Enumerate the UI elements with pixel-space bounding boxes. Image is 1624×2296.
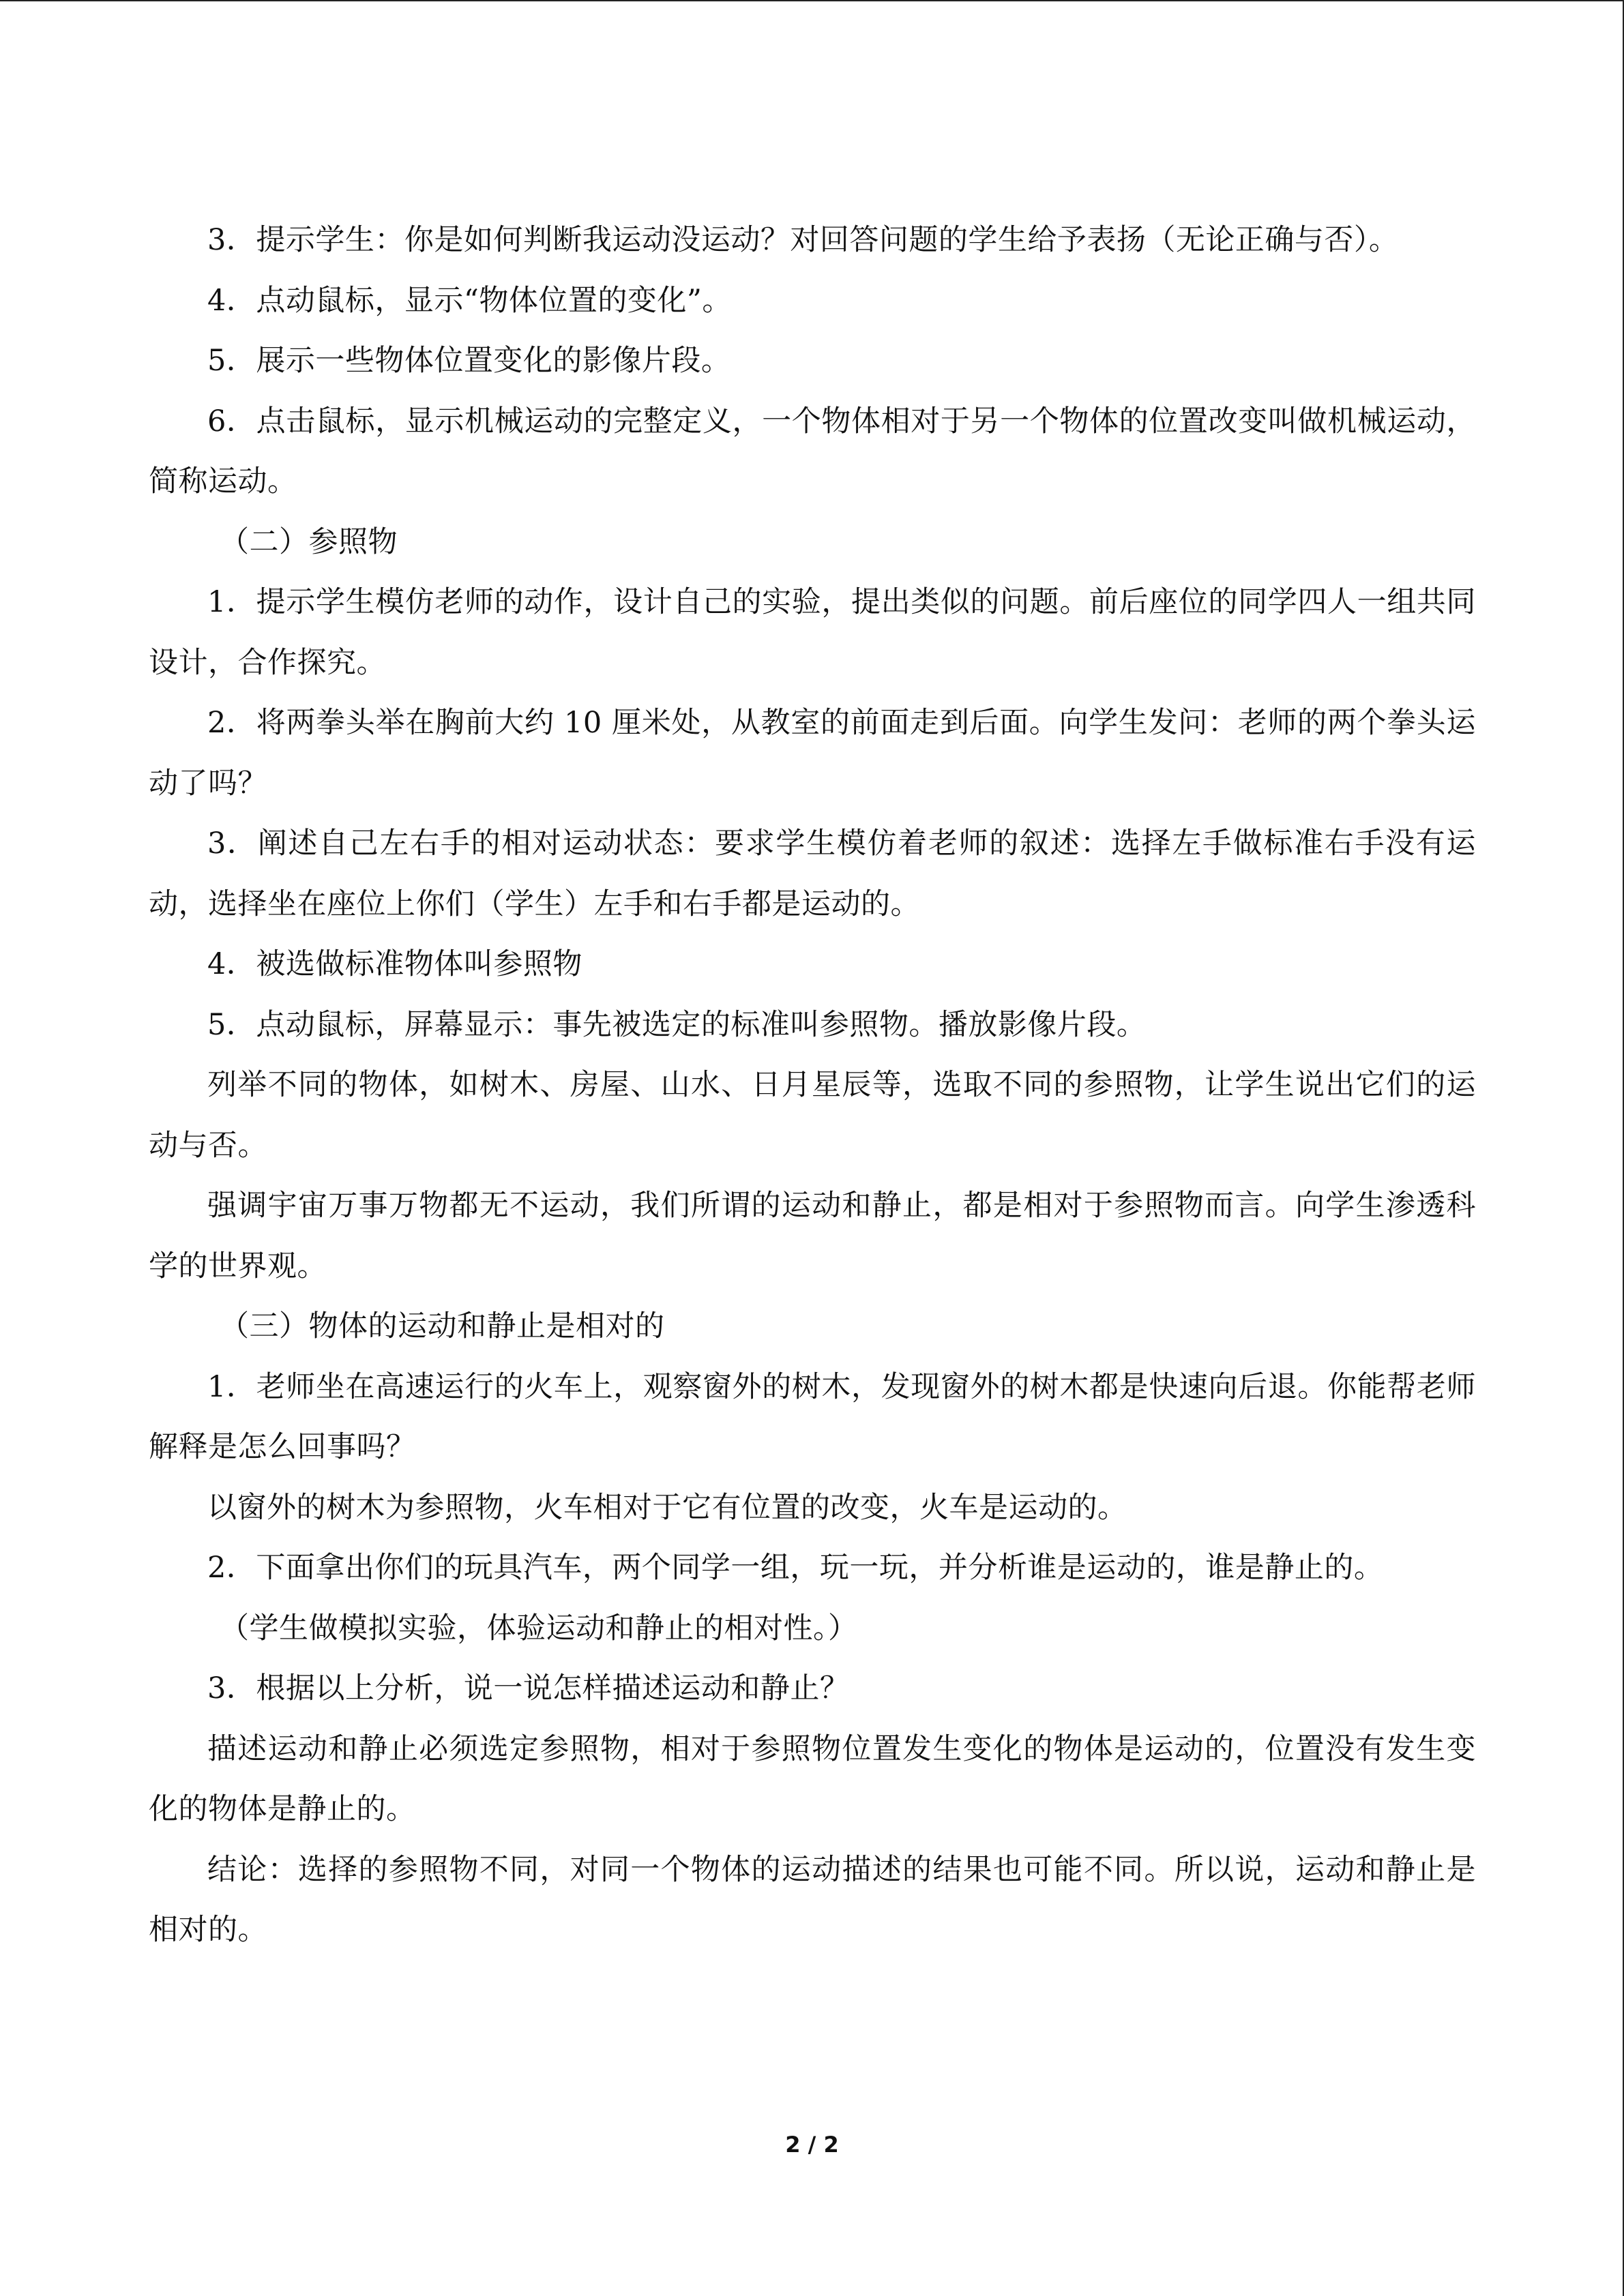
paragraph: 强调宇宙万事万物都无不运动，我们所谓的运动和静止，都是相对于参照物而言。向学生渗透科学的世界观。 xyxy=(149,1189,1476,1283)
paragraph: 1．提示学生模仿老师的动作，设计自己的实验，提出类似的问题。前后座位的同学四人一组共同设计，合作探究。 xyxy=(149,585,1476,680)
paragraph: 4．被选做标准物体叫参照物 xyxy=(207,947,582,981)
section-heading: （三）物体的运动和静止是相对的 xyxy=(220,1309,665,1343)
paragraph: 1．老师坐在高速运行的火车上，观察窗外的树木，发现窗外的树木都是快速向后退。你能帮老师解释是怎么回事吗？ xyxy=(149,1369,1476,1464)
paragraph: 5．点动鼠标，屏幕显示：事先被选定的标准叫参照物。播放影像片段。 xyxy=(207,1007,1147,1042)
paragraph: 4．点动鼠标，显示“物体位置的变化”。 xyxy=(207,283,732,318)
paragraph: 3．提示学生：你是如何判断我运动没运动？对回答问题的学生给予表扬（无论正确与否）。 xyxy=(207,223,1399,257)
paragraph: 2．下面拿出你们的玩具汽车，两个同学一组，玩一玩，并分析谁是运动的，谁是静止的。 xyxy=(207,1551,1384,1585)
page-number: 2 / 2 xyxy=(785,2132,839,2158)
paragraph: 描述运动和静止必须选定参照物，相对于参照物位置发生变化的物体是运动的，位置没有发生变化的物体是静止的。 xyxy=(149,1731,1476,1826)
paragraph: 5．展示一些物体位置变化的影像片段。 xyxy=(207,344,731,378)
paragraph-note: （学生做模拟实验，体验运动和静止的相对性。） xyxy=(220,1611,858,1645)
paragraph: 2．将两拳头举在胸前大约 10 厘米处，从教室的前面走到后面。向学生发问：老师的两个拳头运动了吗？ xyxy=(149,706,1476,801)
paragraph: 结论：选择的参照物不同，对同一个物体的运动描述的结果也可能不同。所以说，运动和静止是相对的。 xyxy=(149,1852,1476,1947)
paragraph: 以窗外的树木为参照物，火车相对于它有位置的改变，火车是运动的。 xyxy=(207,1490,1127,1525)
paragraph: 3．根据以上分析，说一说怎样描述运动和静止？ xyxy=(207,1671,850,1705)
paragraph: 列举不同的物体，如树木、房屋、山水、日月星辰等，选取不同的参照物，让学生说出它们的运动与否。 xyxy=(149,1068,1476,1163)
document-body xyxy=(149,210,1476,1960)
section-heading: （二）参照物 xyxy=(220,524,398,559)
paragraph: 3．阐述自己左右手的相对运动状态：要求学生模仿着老师的叙述：选择左手做标准右手没有运动，选择坐在座位上你们（学生）左手和右手都是运动的。 xyxy=(149,826,1476,921)
paragraph: 6．点击鼠标，显示机械运动的完整定义，一个物体相对于另一个物体的位置改变叫做机械运动，简称运动。 xyxy=(149,404,1476,498)
